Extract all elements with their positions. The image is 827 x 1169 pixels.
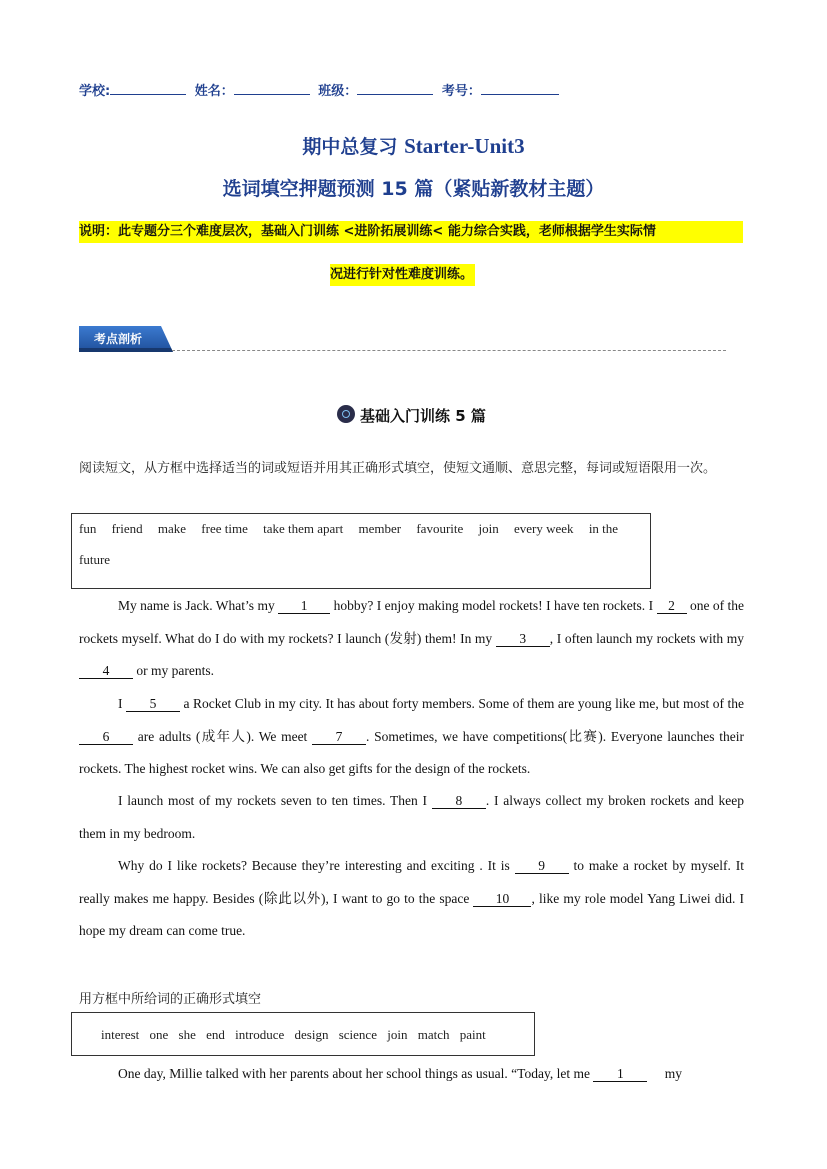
- school-label: 学校:: [79, 84, 111, 99]
- exercise2-instruction: 用方框中所给词的正确形式填空: [79, 992, 262, 1007]
- ex1-paragraph-4: Why do I like rockets? Because they’re interesting and exciting . It is 9 to make a rocket by myself. It really makes me happy. Besides (除此以外), I want to go to the space 10 , like my role model Yang Liwei did. I hope my dream can come true.: [79, 858, 745, 938]
- word-fun: fun: [79, 521, 97, 536]
- ex2-paragraph-1: One day, Millie talked with her parents about her school things as usual. “Today, let me 1 my: [118, 1066, 682, 1081]
- word-match: match: [417, 1027, 450, 1042]
- word-member: member: [358, 521, 402, 536]
- note-line-2: 况进行针对性难度训练。: [330, 264, 475, 286]
- name-label: 姓名：: [194, 84, 234, 99]
- word-make: make: [157, 521, 187, 536]
- word-join: join: [478, 521, 499, 536]
- ex2-blank-1[interactable]: 1: [593, 1067, 647, 1082]
- class-label: 班级：: [318, 84, 358, 99]
- word-science: science: [338, 1027, 377, 1042]
- blank-5[interactable]: 5: [126, 697, 180, 712]
- name-field[interactable]: [234, 82, 310, 95]
- title-cn: 期中总复习: [302, 136, 398, 158]
- word-take-them-apart: take them apart: [263, 521, 344, 536]
- word-favourite: favourite: [416, 521, 464, 536]
- ex1-paragraph-1: My name is Jack. What’s my 1 hobby? I enjoy making model rockets! I have ten rockets. I 2 one of the rockets myself. What do I do with my rockets? I launch (发射) them! In my 3 , I often launch my rockets with my 4 or my parents.: [79, 598, 745, 678]
- ex1-paragraph-2: I 5 a Rocket Club in my city. It has about forty members. Some of them are young like me, but most of the 6 are adults (成年人). We meet 7 . Sometimes, we have competitions(比赛). Everyone launches their rockets. The highest rocket wins. We can also get gifts for the design of the rockets.: [79, 696, 745, 776]
- school-field[interactable]: [110, 82, 186, 95]
- section-icon: [337, 405, 355, 423]
- blank-1[interactable]: 1: [278, 599, 330, 614]
- blank-3[interactable]: 3: [496, 632, 550, 647]
- blank-9[interactable]: 9: [515, 859, 569, 874]
- note-line-1: 说明：此专题分三个难度层次，基础入门训练 <进阶拓展训练< 能力综合实践，老师根据学生实际情: [79, 221, 743, 243]
- blank-6[interactable]: 6: [79, 730, 133, 745]
- word-end: end: [206, 1027, 225, 1042]
- divider: [172, 350, 726, 351]
- blank-7[interactable]: 7: [312, 730, 366, 745]
- word-interest: interest: [101, 1027, 140, 1042]
- blank-4[interactable]: 4: [79, 664, 133, 679]
- word-design: design: [294, 1027, 329, 1042]
- class-field[interactable]: [357, 82, 433, 95]
- section-title: 基础入门训练 5 篇: [360, 407, 486, 425]
- banner-label: 考点剖析: [94, 332, 143, 346]
- word-friend: friend: [111, 521, 143, 536]
- exam-no-label: 考号：: [441, 84, 481, 99]
- blank-10[interactable]: 10: [473, 892, 531, 907]
- blank-2[interactable]: 2: [657, 599, 687, 614]
- word-she: she: [178, 1027, 196, 1042]
- student-info-row: [79, 80, 559, 99]
- word-introduce: introduce: [235, 1027, 285, 1042]
- exam-no-field[interactable]: [481, 82, 559, 95]
- word-box-2-words: [101, 1027, 493, 1043]
- word-every-week: every week: [514, 521, 574, 536]
- page-subtitle: 选词填空押题预测 15 篇（紧贴新教材主题）: [222, 178, 605, 200]
- title-unit: Starter-Unit3: [404, 134, 525, 158]
- blank-8[interactable]: 8: [432, 794, 486, 809]
- page-title: [0, 132, 827, 159]
- word-join-2: join: [387, 1027, 408, 1042]
- exercise1-instruction: 阅读短文，从方框中选择适当的词或短语并用其正确形式填空，使短文通顺、意思完整，每词或短语限用一次。: [79, 461, 717, 476]
- word-paint: paint: [459, 1027, 486, 1042]
- word-one: one: [149, 1027, 169, 1042]
- word-box-1-words: fun friend make free time take them apart member favourite join every week in the future: [79, 521, 619, 567]
- word-free-time: free time: [201, 521, 248, 536]
- ex1-paragraph-3: I launch most of my rockets seven to ten times. Then I 8 . I always collect my broken rockets and keep them in my bedroom.: [79, 793, 745, 841]
